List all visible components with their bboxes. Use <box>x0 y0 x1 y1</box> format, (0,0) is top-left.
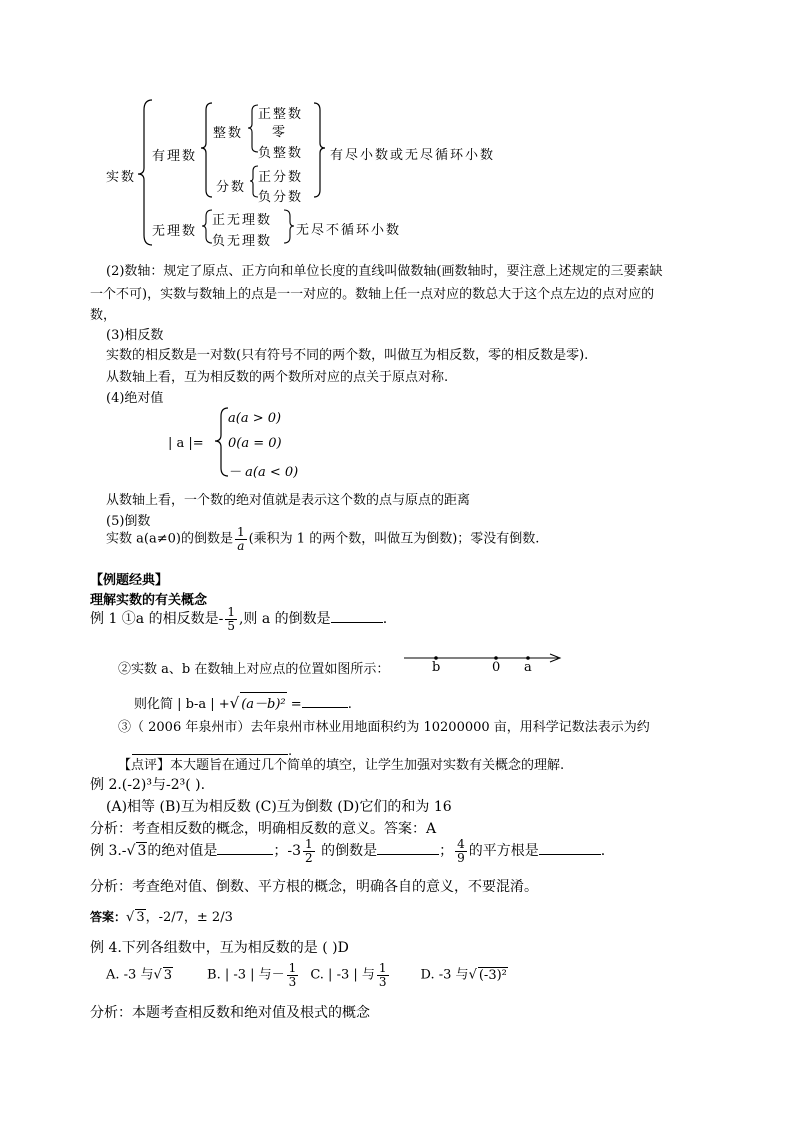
ex3-q-part6: 的平方根是 <box>468 843 539 860</box>
tree-rational: 有理数 <box>152 149 198 164</box>
ex1-label: 例 1 ①a 的相反数是- <box>90 611 224 628</box>
tree-zero: 零 <box>272 125 288 140</box>
ex1-part3-end: . <box>288 744 293 759</box>
ex1-part2b-end: . <box>347 697 352 712</box>
ex3-analysis: 分析：考查绝对值、倒数、平方根的概念，明确各自的意义，不要混淆。 <box>90 879 538 895</box>
opposite-line2: 从数轴上看，互为相反数的两个数所对应的点关于原点对称. <box>106 370 449 385</box>
ex3-blank-1[interactable] <box>217 842 273 855</box>
ex4-opt-b-num: 1 <box>288 961 297 975</box>
absolute-lhs: | a |= <box>168 436 204 451</box>
ex4-opt-b-den: 3 <box>288 974 297 989</box>
sqrt-sign: √ <box>126 910 135 925</box>
ex3-answer-prefix: 答案： <box>90 910 127 924</box>
ex4-opt-b: B. | -3 | 与－ <box>207 967 285 983</box>
brace-rational-right <box>314 103 325 197</box>
ex4-opt-c: C. | -3 | 与 <box>310 967 375 983</box>
ex3-q-part2: 的绝对值是 <box>147 843 218 860</box>
brace-irrational <box>202 210 212 243</box>
ex3-answer-sqrt: 3 <box>136 910 145 925</box>
reciprocal-frac-num: 1 <box>236 525 245 539</box>
brace-fractions <box>250 166 258 197</box>
absolute-case3: － a(a < 0) <box>228 465 299 480</box>
ex1-suffix: ,则 a 的倒数是 <box>238 611 331 628</box>
examples-subheading: 理解实数的有关概念 <box>90 593 208 608</box>
tree-irrational-note: 无尽不循环小数 <box>296 223 402 238</box>
brace-absolute <box>215 408 228 476</box>
reciprocal-fraction <box>235 526 247 552</box>
absolute-case2: 0(a = 0) <box>228 436 282 451</box>
ex4-analysis: 分析：本题考查相反数和绝对值及根式的概念 <box>90 1005 370 1021</box>
axis-label-b: b <box>432 660 441 675</box>
ex1-part2b-suffix: = <box>286 697 302 712</box>
tree-rational-note: 有尽小数或无尽循环小数 <box>330 148 496 163</box>
tree-pos-int: 正整数 <box>258 107 304 122</box>
brace-irrational-right <box>284 210 294 243</box>
ex1-answer-blank[interactable] <box>331 610 383 623</box>
tree-fractions: 分数 <box>216 180 247 195</box>
ex4-opt-d-sqrt: (-3)² <box>478 967 507 983</box>
reciprocal-heading: (5)倒数 <box>106 514 151 529</box>
ex3-mixed-den: 2 <box>305 850 313 865</box>
tree-neg-frac: 负分数 <box>258 190 304 205</box>
ex3-answer <box>90 906 233 925</box>
reciprocal-line <box>106 526 539 552</box>
ex2-analysis: 分析：考查相反数的概念，明确相反数的意义。答案：A <box>90 821 437 837</box>
ex4-opt-b-fraction <box>287 962 299 988</box>
ex3-q-part3: ；-3 <box>273 843 302 860</box>
sqrt-sign: √ <box>126 843 136 860</box>
tree-root: 实数 <box>106 170 137 185</box>
ex4-opt-c-fraction <box>377 962 389 988</box>
ex4-opt-c-den: 3 <box>378 974 387 989</box>
opposite-heading: (3)相反数 <box>106 328 164 343</box>
ex3-fraction <box>455 838 467 864</box>
ex3-q-end: . <box>600 843 606 860</box>
sqrt-sign: √ <box>468 967 477 983</box>
opposite-line1: 实数的相反数是一对数(只有符号不同的两个数，叫做互为相反数，零的相反数是零). <box>106 348 589 363</box>
reciprocal-frac-den: a <box>237 538 245 553</box>
ex1-part2b <box>134 692 352 712</box>
examples-heading: 【例题经典】 <box>90 573 169 588</box>
numline-text-1: (2)数轴：规定了原点、正方向和单位长度的直线叫做数轴(画数轴时，要注意上述规定的三要素缺 <box>106 264 663 279</box>
ex3-question <box>90 838 605 864</box>
ex1-part3: ③（ 2006 年泉州市）去年泉州市林业用地面积约为 10200000 亩，用科学记数法表示为约 <box>118 720 650 735</box>
numline-text-3: 数， <box>90 308 117 323</box>
ex1-frac-num: 1 <box>227 605 235 619</box>
ex1-part2b-prefix: 则化简 | b-a | + <box>134 697 230 712</box>
absolute-case1: a(a > 0) <box>228 411 282 426</box>
reciprocal-prefix: 实数 a(a≠0)的倒数是 <box>106 531 233 547</box>
ex1-part2b-blank[interactable] <box>302 695 348 708</box>
ex3-answer-rest: ，-2/7，± 2/3 <box>145 910 233 925</box>
ex1-part2b-radicand: (a－b)² <box>240 692 286 712</box>
ex3-blank-3[interactable] <box>539 842 601 855</box>
ex1-end: . <box>382 611 388 628</box>
ex3-frac-num: 4 <box>457 837 465 851</box>
ex3-q-sqrt: 3 <box>137 843 147 860</box>
brace-rational <box>201 103 212 197</box>
axis-label-0: 0 <box>492 660 501 675</box>
tree-pos-irr: 正无理数 <box>212 213 273 228</box>
numline-text-2: 一个不可)，实数与数轴上的点是一一对应的。数轴上任一点对应的数总大于这个点左边的点对应的 <box>90 287 655 302</box>
ex3-q-part5: ； <box>439 843 454 860</box>
ex3-mixed-num: 1 <box>305 837 313 851</box>
ex4-options <box>106 962 508 988</box>
ex3-q-part1: 例 3.- <box>90 843 127 860</box>
ex1-comment: 【点评】本大题旨在通过几个简单的填空，让学生加强对实数有关概念的理解. <box>118 758 565 773</box>
absolute-note: 从数轴上看，一个数的绝对值就是表示这个数的点与原点的距离 <box>106 493 471 508</box>
tree-integers: 整数 <box>213 126 244 141</box>
brace-integers <box>248 105 258 152</box>
ex4-question: 例 4.下列各组数中，互为相反数的是 ( )D <box>90 940 349 956</box>
ex4-opt-d: D. -3 与 <box>420 967 469 983</box>
ex1-fraction <box>225 606 237 632</box>
sqrt-sign: √ <box>153 967 162 983</box>
reciprocal-suffix: (乘积为 1 的两个数，叫做互为倒数)；零没有倒数. <box>248 531 540 547</box>
ex3-frac-den: 9 <box>457 850 465 865</box>
tree-irrational: 无理数 <box>152 224 198 239</box>
ex3-mixed-fraction <box>303 838 315 864</box>
ex4-opt-a: A. -3 与 <box>106 967 154 983</box>
axis-label-a: a <box>524 660 532 675</box>
brace-real <box>138 100 152 245</box>
ex4-opt-a-sqrt: 3 <box>163 967 173 983</box>
tree-pos-frac: 正分数 <box>258 170 304 185</box>
ex2-question: 例 2.(-2)³与-2³( ). <box>90 777 206 793</box>
ex4-opt-c-num: 1 <box>378 961 387 975</box>
sqrt-sign: √ <box>229 694 240 712</box>
ex3-blank-2[interactable] <box>377 842 439 855</box>
tree-neg-irr: 负无理数 <box>212 234 273 249</box>
ex1-part2: ②实数 a、b 在数轴上对应点的位置如图所示： <box>118 662 390 677</box>
ex2-options: (A)相等 (B)互为相反数 (C)互为倒数 (D)它们的和为 16 <box>106 799 452 815</box>
absolute-heading: (4)绝对值 <box>106 391 164 406</box>
ex3-q-part4: 的倒数是 <box>316 843 378 860</box>
tree-neg-int: 负整数 <box>258 146 304 161</box>
ex1-line <box>90 606 387 632</box>
ex1-frac-den: 5 <box>227 618 235 633</box>
